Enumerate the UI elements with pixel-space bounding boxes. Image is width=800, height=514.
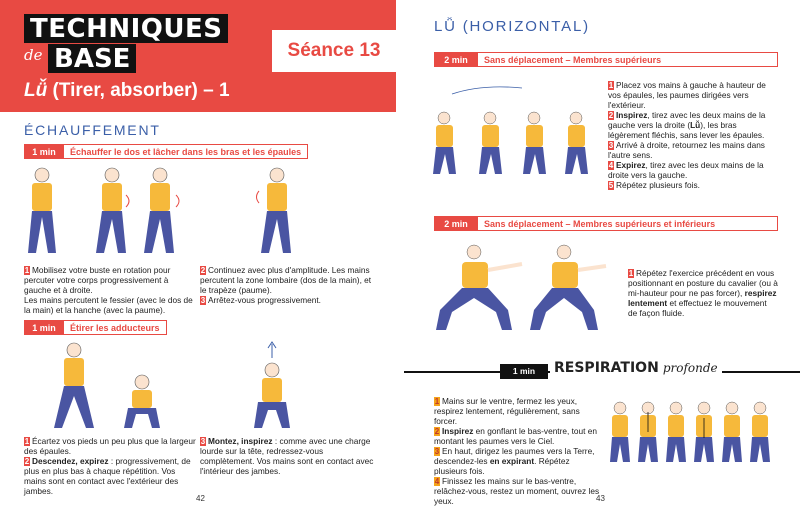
breath-figure-2	[638, 402, 658, 462]
exercise-label: Échauffer le dos et lâcher dans les bras et les épaules	[64, 144, 308, 159]
step-number: 1	[24, 437, 30, 446]
breath-figure-5	[722, 402, 742, 462]
step-text: Mobilisez votre buste en rotation pour percuter votre corps progressivement à gauche et à droite.	[24, 265, 171, 295]
exercise-bar-3	[434, 52, 778, 67]
step-bold: Inspirez	[616, 110, 648, 120]
step-text: Écartez vos pieds un peu plus que la largeur des épaules.	[24, 436, 196, 456]
step-number: 1	[608, 81, 614, 90]
title-base: BASE	[48, 44, 136, 73]
step-text: Arrivé à droite, retournez les mains dans l'autre sens.	[608, 140, 765, 160]
step-text: , tirez avec les deux mains de la droite vers la gauche.	[608, 160, 764, 180]
figure-c	[523, 112, 546, 174]
step-text: Continuez avec plus d'amplitude. Les mains percutent la zone lombaire (dos de la main), et le trapèze (paume).	[200, 265, 372, 295]
figure-b	[479, 112, 502, 174]
step-number: 2	[608, 111, 614, 120]
step-text: En haut, dirigez les paumes vers la Terre, descendez-les	[434, 446, 595, 466]
step-number: 2	[434, 427, 440, 436]
lu-upper-figures-illustration	[430, 78, 600, 178]
time-tag: 2 min	[434, 52, 478, 67]
motion-arc	[452, 87, 522, 94]
step-text-2: ), les bras légèrement fléchis, sans lever les épaules.	[608, 120, 765, 140]
horse-figure-1	[436, 245, 522, 330]
lesson-subtitle: (Tirer, absorber) – 1	[47, 80, 230, 101]
step-bold: respirez lentement	[628, 288, 777, 308]
step-bold: Inspirez	[442, 426, 474, 436]
horse-figure-2	[530, 245, 606, 330]
breath-figure-3	[666, 402, 686, 462]
session-badge: Séance 13	[272, 30, 396, 72]
step-number: 4	[434, 477, 440, 486]
figure-squat	[124, 375, 160, 428]
step-number: 3	[200, 296, 206, 305]
step-number: 3	[200, 437, 206, 446]
lu-horse-stance-illustration	[430, 240, 610, 335]
exercise-label: Sans déplacement – Membres supérieurs et inférieurs	[478, 216, 778, 231]
time-tag: 1 min	[24, 144, 64, 159]
adductor-figures-illustration	[40, 340, 300, 432]
exercise-label: Étirer les adducteurs	[64, 320, 167, 335]
breath-steps	[434, 396, 604, 506]
breath-figures-illustration	[608, 398, 778, 468]
title-techniques: TECHNIQUES	[24, 14, 228, 43]
exercise-bar-1	[24, 144, 308, 159]
ex1-step2	[200, 265, 376, 305]
step-text: Finissez les mains sur le bas-ventre, relâchez-vous, restez un moment, ouvrez les yeux.	[434, 476, 600, 506]
step-number: 1	[434, 397, 440, 406]
ex2-step3	[200, 436, 376, 476]
figure-1	[28, 168, 56, 253]
exercise-bar-2	[24, 320, 167, 335]
step-text: : progressivement, de plus en plus bas à chaque répétition. Vos mains sont en contact avec l'extérieur des jambes.	[24, 456, 191, 496]
breath-title-script: profonde	[662, 361, 718, 375]
exercise-label: Sans déplacement – Membres supérieurs	[478, 52, 778, 67]
ex4-step	[628, 268, 778, 318]
page-number-left: 42	[196, 494, 205, 503]
step-text-2: Les mains percutent le fessier (avec le dos de la main) et la hanche (avec la paume).	[24, 295, 193, 315]
ex1-step1	[24, 265, 196, 315]
step-lu: Lǚ	[690, 120, 701, 130]
ex2-steps-1-2	[24, 436, 196, 496]
time-tag: 2 min	[434, 216, 478, 231]
breath-figure-1	[610, 402, 630, 462]
step-number: 2	[24, 457, 30, 466]
step-text-2: . Répétez plusieurs fois.	[434, 456, 570, 476]
step-number: 3	[608, 141, 614, 150]
step-bold: Montez, inspirez	[208, 436, 273, 446]
figure-a	[433, 112, 456, 174]
step-bold: Expirez	[616, 160, 646, 170]
step-text: Arrêtez-vous progressivement.	[208, 295, 321, 305]
exercise-bar-4	[434, 216, 778, 231]
breath-title	[550, 360, 722, 376]
step-number: 5	[608, 181, 614, 190]
step-text: Répétez l'exercice précédent en vous positionnant en posture du cavalier (ou à mi-hauteur pour ne pas forcer),	[628, 268, 778, 298]
time-tag: 1 min	[24, 320, 64, 335]
page-number-right: 43	[596, 494, 605, 503]
right-page-title: LǙ (HORIZONTAL)	[434, 18, 590, 35]
step-text: : comme avec une charge lourde sur la tête, redressez-vous complètement. Vos mains sont en contact avec l'intérieur des jambes.	[200, 436, 374, 476]
figure-3	[144, 168, 179, 253]
ex3-steps	[608, 80, 778, 190]
lesson-name: Lǚ	[24, 80, 48, 101]
lesson-title	[24, 80, 230, 102]
breath-figure-6	[750, 402, 770, 462]
step-number: 1	[24, 266, 30, 275]
step-text: , tirez avec les deux mains de la gauche vers la droite (	[608, 110, 766, 130]
warmup-figure-4	[255, 165, 305, 260]
step-text: en gonflant le bas-ventre, tout en montant les paumes vers le Ciel.	[434, 426, 597, 446]
breath-title-text: RESPIRATION	[554, 360, 659, 376]
figure-d	[565, 112, 588, 174]
warmup-figures-illustration	[20, 165, 180, 260]
step-number: 3	[434, 447, 440, 456]
step-text-2: et effectuez le mouvement de façon fluide.	[628, 298, 767, 318]
step-text: Mains sur le ventre, fermez les yeux, respirez lentement, régulièrement, sans forcer.	[434, 396, 580, 426]
step-text: Placez vos mains à gauche à hauteur de vos épaules, les paumes dirigées vers l'extérieur.	[608, 80, 766, 110]
step-number: 1	[628, 269, 634, 278]
title-de: de	[24, 46, 43, 64]
breath-figure-4	[694, 402, 714, 462]
section-heading: ÉCHAUFFEMENT	[24, 122, 161, 138]
breath-time-tag: 1 min	[500, 364, 548, 379]
step-bold: en expirant	[489, 456, 535, 466]
step-text: Répétez plusieurs fois.	[616, 180, 700, 190]
figure-wide-stance	[54, 343, 94, 428]
step-bold: Descendez, expirez	[32, 456, 109, 466]
step-number: 4	[608, 161, 614, 170]
figure-rise	[254, 342, 290, 428]
figure-2	[96, 168, 129, 253]
step-number: 2	[200, 266, 206, 275]
